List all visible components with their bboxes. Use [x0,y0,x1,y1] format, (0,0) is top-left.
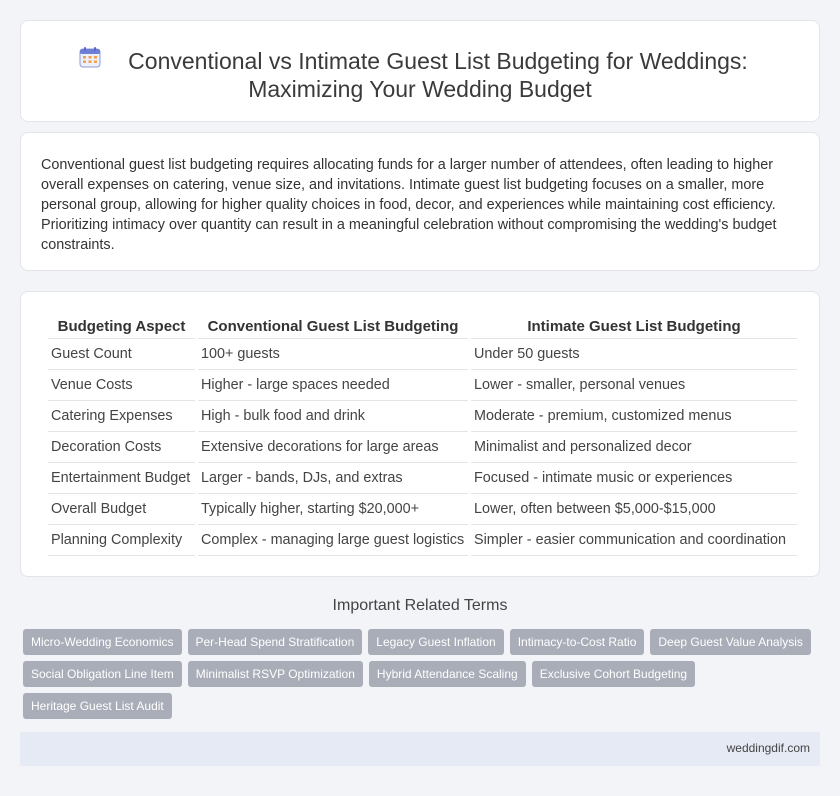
related-terms-title: Important Related Terms [332,597,508,614]
table-row [48,525,797,556]
row-intimate: Lower, often between $5,000-$15,000 [471,494,797,525]
related-term-tag[interactable]: Micro-Wedding Economics [23,629,182,655]
table-row [48,494,797,525]
page-title-line1: Conventional vs Intimate Guest List Budgeting for Weddings: [128,48,748,74]
related-term-tag[interactable]: Hybrid Attendance Scaling [369,661,526,687]
header-aspect: Budgeting Aspect [48,314,195,339]
table-header-row [48,314,797,339]
row-aspect: Entertainment Budget [48,463,195,494]
related-term-tag[interactable]: Exclusive Cohort Budgeting [532,661,695,687]
row-conventional: Higher - large spaces needed [198,370,468,401]
row-aspect: Planning Complexity [48,525,195,556]
related-term-tag[interactable]: Per-Head Spend Stratification [188,629,363,655]
title-card [20,20,820,122]
related-term-tag[interactable]: Social Obligation Line Item [23,661,182,687]
row-intimate: Simpler - easier communication and coordination [471,525,797,556]
table-row [48,370,797,401]
row-conventional: Larger - bands, DJs, and extras [198,463,468,494]
related-term-tag[interactable]: Deep Guest Value Analysis [650,629,811,655]
row-aspect: Guest Count [48,339,195,370]
footer [20,732,820,766]
row-conventional: Typically higher, starting $20,000+ [198,494,468,525]
header-conventional: Conventional Guest List Budgeting [198,314,468,339]
table-row [48,339,797,370]
row-intimate: Focused - intimate music or experiences [471,463,797,494]
row-conventional: Complex - managing large guest logistics [198,525,468,556]
footer-site-link[interactable]: weddingdif.com [726,741,810,755]
intro-card [20,132,820,271]
row-conventional: 100+ guests [198,339,468,370]
row-intimate: Minimalist and personalized decor [471,432,797,463]
row-aspect: Decoration Costs [48,432,195,463]
table-row [48,432,797,463]
row-aspect: Catering Expenses [48,401,195,432]
row-aspect: Venue Costs [48,370,195,401]
related-term-tag[interactable]: Heritage Guest List Audit [23,693,172,719]
related-term-tag[interactable]: Intimacy-to-Cost Ratio [510,629,645,655]
comparison-table [45,314,800,556]
table-row [48,401,797,432]
row-conventional: Extensive decorations for large areas [198,432,468,463]
row-intimate: Moderate - premium, customized menus [471,401,797,432]
row-intimate: Lower - smaller, personal venues [471,370,797,401]
row-aspect: Overall Budget [48,494,195,525]
header-intimate: Intimate Guest List Budgeting [471,314,797,339]
related-terms-list [23,629,818,719]
row-intimate: Under 50 guests [471,339,797,370]
related-term-tag[interactable]: Minimalist RSVP Optimization [188,661,363,687]
table-row [48,463,797,494]
intro-paragraph: Conventional guest list budgeting requires allocating funds for a larger number of attendees, often leading to higher overall expenses on catering, venue size, and invitations. Intimate guest list budgeting focuses on a smaller, more personal group, allowing for higher quality choices in food, decor, and experiences while maintaining cost efficiency. Prioritizing intimacy over quantity can result in a meaningful celebration without compromising the wedding's budget constraints. [41,157,777,253]
page-title-line2: Maximizing Your Wedding Budget [248,76,592,102]
row-conventional: High - bulk food and drink [198,401,468,432]
comparison-table-card [20,291,820,577]
related-term-tag[interactable]: Legacy Guest Inflation [368,629,503,655]
